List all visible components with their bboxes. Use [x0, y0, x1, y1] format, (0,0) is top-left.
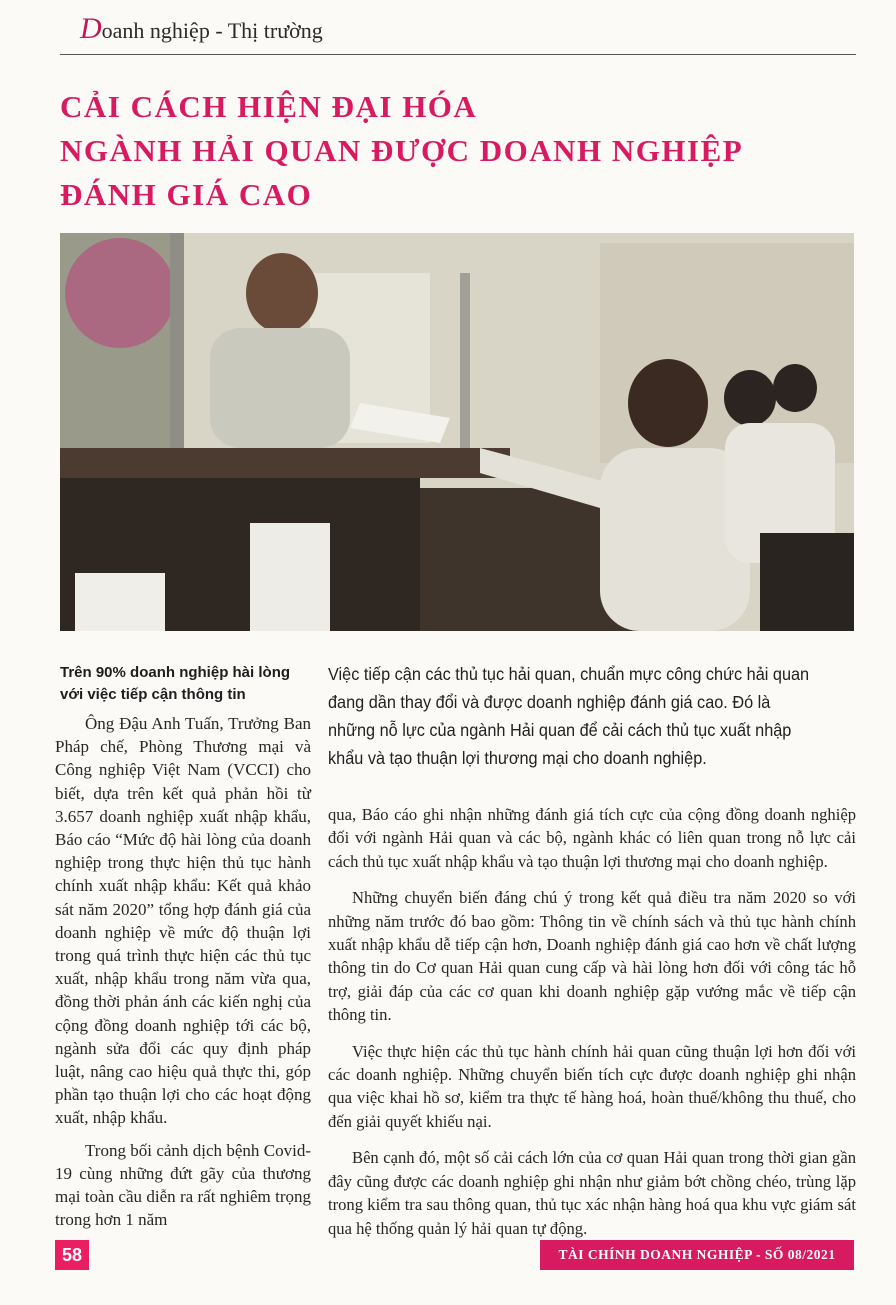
- photo-illustration: [60, 233, 854, 631]
- headline-line-2: NGÀNH HẢI QUAN ĐƯỢC DOANH NGHIỆP: [60, 133, 744, 168]
- article-headline: [60, 85, 860, 217]
- sidebar-heading: Trên 90% doanh nghiệp hài lòng với việc tiếp cận thông tin: [60, 664, 291, 703]
- right-paragraph-3: Việc thực hiện các thủ tục hành chính hải quan cũng thuận lợi hơn đối với các doanh nghiệp. Những chuyển biến tích cực được doanh nghiệp ghi nhận qua việc khai hồ sơ, kiểm tra thực tế hàng hoá, hoàn thuế/không thu thuế, cho đến giải quyết khiếu nại.: [328, 1041, 856, 1131]
- section-initial: D: [80, 12, 102, 45]
- left-paragraph-2: Trong bối cảnh dịch bệnh Covid-19 cùng những đứt gãy của thương mại toàn cầu diễn ra rất nghiêm trọng trong hơn 1 năm: [55, 1140, 311, 1230]
- page-number: 58: [55, 1240, 89, 1270]
- left-column: [55, 712, 311, 1240]
- section-title: oanh nghiệp - Thị trường: [101, 18, 323, 43]
- right-column: [328, 803, 856, 1253]
- headline-line-1: CẢI CÁCH HIỆN ĐẠI HÓA: [60, 89, 478, 124]
- right-paragraph-4: Bên cạnh đó, một số cải cách lớn của cơ quan Hải quan trong thời gian gần đây cũng được các doanh nghiệp ghi nhận như giảm bớt chồng chéo, trùng lặp trong kiểm tra sau thông quan, thủ tục xác nhận hàng hoá qua khu vực giám sát qua hệ thống quản lý hải quan tự động.: [328, 1148, 856, 1238]
- magazine-footer: TÀI CHÍNH DOANH NGHIỆP - SỐ 08/2021: [540, 1240, 854, 1270]
- header-divider: [60, 54, 856, 55]
- pull-quote: Việc tiếp cận các thủ tục hải quan, chuẩn mực công chức hải quan đang dần thay đổi và được doanh nghiệp đánh giá cao. Đó là những nỗ lực của ngành Hải quan để cải cách thủ tục xuất nhập khẩu và tạo thuận lợi thương mại cho doanh nghiệp.: [328, 664, 810, 768]
- article-photo: [60, 233, 854, 631]
- headline-line-3: ĐÁNH GIÁ CAO: [60, 177, 313, 212]
- section-header: [80, 14, 323, 44]
- right-paragraph-2: Những chuyển biến đáng chú ý trong kết quả điều tra năm 2020 so với những năm trước đó bao gồm: Thông tin về chính sách và thủ tục hành chính xuất nhập khẩu dễ tiếp cận hơn, Doanh nghiệp đánh giá cao hơn về chất lượng thông tin do Cơ quan Hải quan cung cấp và hài lòng hơn đối với công tác hỗ trợ, giải đáp của các cơ quan khi doanh nghiệp gặp vướng mắc về tiếp cận thông tin.: [328, 888, 856, 1025]
- left-paragraph-1: Ông Đậu Anh Tuấn, Trưởng Ban Pháp chế, Phòng Thương mại và Công nghiệp Việt Nam (VCCI) cho biết, dựa trên kết quả phản hồi từ 3.657 doanh nghiệp xuất nhập khẩu, Báo cáo “Mức độ hài lòng của doanh nghiệp trong thực hiện thủ tục hành chính xuất nhập khẩu: Kết quả khảo sát năm 2020” tổng hợp đánh giá của doanh nghiệp về mức độ thuận lợi trong quá trình thực hiện các thủ tục xuất, nhập khẩu trong năm vừa qua, đồng thời phản ánh các kiến nghị của cộng đồng doanh nghiệp tới các bộ, ngành sửa đổi các quy định pháp luật, nâng cao hiệu quả thực thi, góp phần tạo thuận lợi cho các hoạt động xuất, nhập khẩu.: [55, 714, 311, 1128]
- right-paragraph-1: qua, Báo cáo ghi nhận những đánh giá tích cực của cộng đồng doanh nghiệp đối với ngành Hải quan và các bộ, ngành khác có liên quan trong nỗ lực cải cách thủ tục xuất nhập khẩu và tạo thuận lợi thương mại cho doanh nghiệp.: [328, 805, 856, 871]
